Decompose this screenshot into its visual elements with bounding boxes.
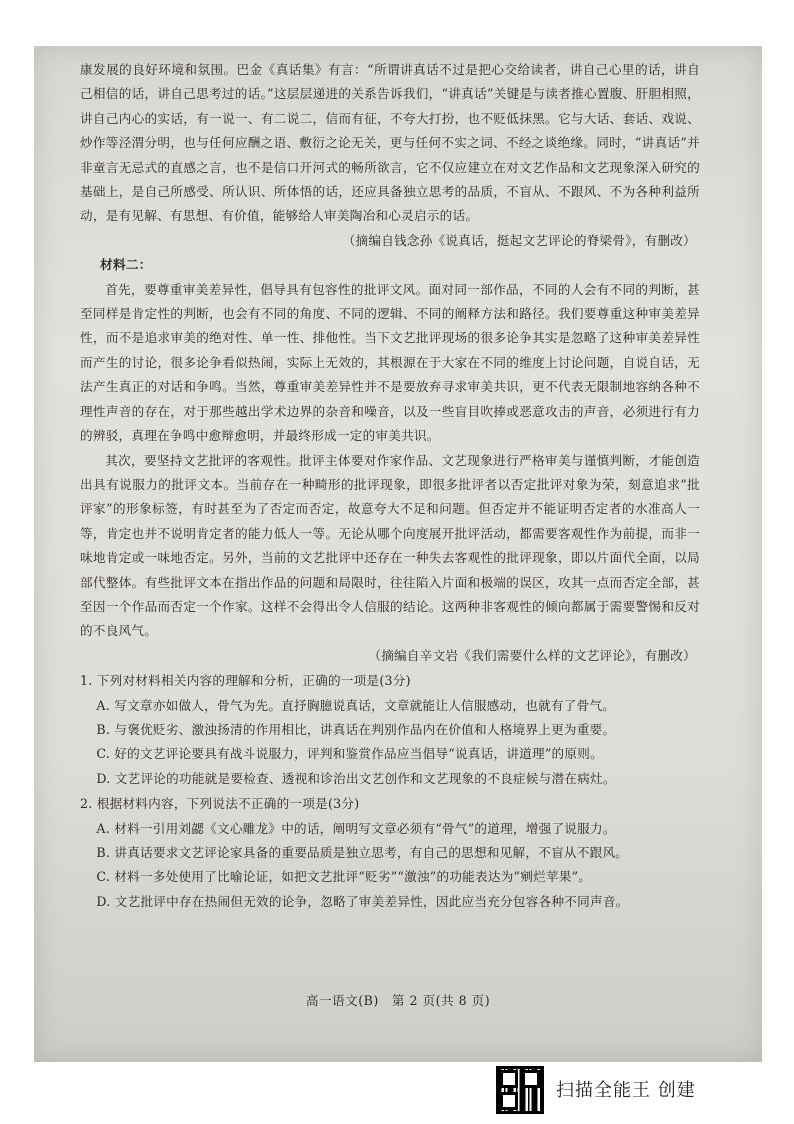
exam-paper [34, 46, 762, 1062]
material-2-heading: 材料二： [100, 257, 152, 273]
page-footer: 高一语文(B) 第 2 页(共 8 页) [305, 993, 491, 1008]
qr-code-icon [496, 1066, 544, 1114]
material-2-paragraph-1: 首先，要尊重审美差异性，倡导具有包容性的批评文风。面对同一部作品，不同的人会有不同的判断，甚至同样是肯定性的判断，也会有不同的角度、不同的逻辑、不同的阐释方法和路径。我们要尊重这种审美差异性，而不是追求审美的绝对性、单一性、排他性。当下文艺批评现场的很多论争其实是忽略了这种审美差异性而产生的讨论，很多论争看似热闹，实际上无效的，其根源在于大家在不同的维度上讨论问题，自说自话，无法产生真正的对话和争鸣。当然，尊重审美差异性并不是要放弃寻求审美共识，更不代表无限制地容纳各种不理性声音的存在，对于那些越出学术边界的杂音和噪音，以及一些盲目吹捧或恶意攻击的声音，必须进行有力的辨驳，真理在争鸣中愈辩愈明，并最终形成一定的审美共识。 [80, 281, 700, 444]
citation-1: （摘编自钱念孙《说真话，挺起文艺评论的脊梁骨》，有删改） [342, 232, 696, 248]
scanner-watermark: 扫描全能王 创建 [556, 1080, 696, 1101]
question-1-option-c: C. 好的文艺评论要具有战斗说服力，评判和鉴赏作品应当倡导“说真话，讲道理”的原则。 [96, 746, 603, 762]
question-2-option-c: C. 材料一多处使用了比喻论证，如把文艺批评“贬劣”“激浊”的功能表达为“剜烂苹果”。 [96, 869, 592, 885]
question-2-option-b: B. 讲真话要求文艺评论家具备的重要品质是独立思考，有自己的思想和见解，不盲从不跟风。 [96, 845, 629, 860]
question-2-stem: 2. 根据材料内容，下列说法不正确的一项是(3分) [80, 796, 360, 812]
question-2-option-d: D. 文艺批评中存在热闹但无效的论争，忽略了审美差异性，因此应当充分包容各种不同声音。 [96, 893, 629, 909]
question-1-option-d: D. 文艺评论的功能就是要检查、透视和诊治出文艺创作和文艺现象的不良症候与潜在病灶。 [96, 770, 616, 786]
material-2-paragraph-2: 其次，要坚持文艺批评的客观性。批评主体要对作家作品、文艺现象进行严格审美与谨慎判断，才能创造出具有说服力的批评文本。当前存在一种畸形的批评现象，即很多批评者以否定批评对象为荣，刻意追求“批评家”的形象标签，有时甚至为了否定而否定，故意夸大不足和问题。但否定并不能证明否定者的水准高人一等，肯定也并不说明肯定者的能力低人一等。无论从哪个向度展开批评活动，都需要客观性作为前提，而非一味地肯定或一味地否定。另外，当前的文艺批评中还存在一种失去客观性的批评现象，即以片面代全面，以局部代整体。有些批评文本在指出作品的问题和局限时，往往陷入片面和极端的误区，攻其一点而否定全部，甚至因一个作品而否定一个作家。这样不会得出令人信服的结论。这两种非客观性的倾向都属于需要警惕和反对的不良风气。 [80, 452, 700, 639]
citation-2: （摘编自辛文岩《我们需要什么样的文艺评论》，有删改） [368, 647, 696, 663]
question-1-option-b: B. 与褒优贬劣、激浊扬清的作用相比，讲真话在判别作品内在价值和人格境界上更为重要。 [96, 721, 616, 737]
passage-continued-paragraph: 康发展的良好环境和氛围。巴金《真话集》有言：“所谓讲真话不过是把心交给读者，讲自己心里的话，讲自己相信的话，讲自己思考过的话。”这层层递进的关系告诉我们，“讲真话”关键是与读者推心置腹、肝胆相照，讲自己内心的实话，有一说一、有二说二，信而有征，不夸大打扮，也不贬低抹黑。它与大话、套话、戏说、炒作等泾渭分明，也与任何应酬之语、敷衍之论无关，更与任何不实之词、不经之谈绝缘。同时，“讲真话”并非童言无忌式的直感之言，也不是信口开河式的畅所欲言，它不仅应建立在对文艺作品和文艺现象深入研究的基础上，是自己所感受、所认识、所体悟的话，还应具备独立思考的品质，不盲从、不跟风、不为各种利益所动，是有见解、有思想、有价值，能够给人审美陶冶和心灵启示的话。 [80, 62, 700, 224]
question-2-option-a: A. 材料一引用刘勰《文心雕龙》中的话，阐明写文章必须有“骨气”的道理，增强了说服力。 [96, 820, 616, 836]
question-1-stem: 1. 下列对材料相关内容的理解和分析，正确的一项是(3分) [80, 673, 411, 689]
page-text [80, 58, 700, 914]
question-1-option-a: A. 写文章亦如做人，骨气为先。直抒胸臆说真话，文章就能让人信服感动，也就有了骨气。 [96, 697, 616, 713]
